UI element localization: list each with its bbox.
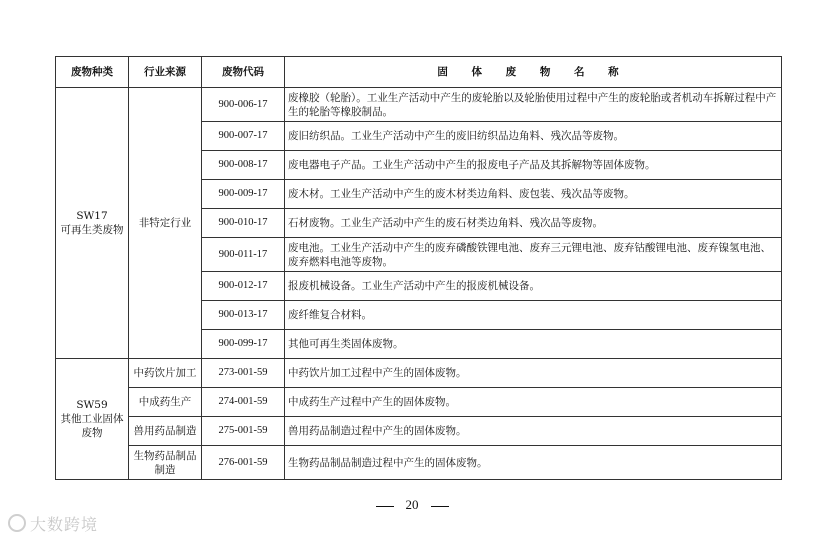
header-category: 废物种类 [56, 57, 129, 88]
table-row [56, 446, 782, 480]
waste-code: 900-099-17 [202, 330, 285, 359]
header-source: 行业来源 [129, 57, 202, 88]
table-row [56, 388, 782, 417]
waste-code: 274-001-59 [202, 388, 285, 417]
table-row [56, 88, 782, 122]
waste-code: 276-001-59 [202, 446, 285, 480]
waste-code: 900-011-17 [202, 238, 285, 272]
waste-code: 900-013-17 [202, 301, 285, 330]
waste-name: 兽用药品制造过程中产生的固体废物。 [285, 417, 782, 446]
waste-name: 其他可再生类固体废物。 [285, 330, 782, 359]
header-row [56, 57, 782, 88]
waste-code: 900-009-17 [202, 180, 285, 209]
source-cell: 中药饮片加工 [129, 359, 202, 388]
waste-code: 275-001-59 [202, 417, 285, 446]
watermark [8, 512, 98, 535]
category-name: 可再生类废物 [60, 224, 124, 236]
table-row [56, 359, 782, 388]
category-cell-sw59 [56, 359, 129, 480]
page-number: 20 [405, 497, 419, 512]
category-cell-sw17 [56, 88, 129, 359]
footer-dash-left [376, 506, 394, 507]
header-code: 废物代码 [202, 57, 285, 88]
watermark-logo-icon [8, 514, 26, 532]
footer-dash-right [431, 506, 449, 507]
waste-code: 900-007-17 [202, 122, 285, 151]
source-cell: 中成药生产 [129, 388, 202, 417]
waste-code: 900-008-17 [202, 151, 285, 180]
waste-code: 900-006-17 [202, 88, 285, 122]
waste-name: 废旧纺织品。工业生产活动中产生的废旧纺织品边角料、残次品等废物。 [285, 122, 782, 151]
waste-name: 生物药品制品制造过程中产生的固体废物。 [285, 446, 782, 480]
waste-name: 石材废物。工业生产活动中产生的废石材类边角料、残次品等废物。 [285, 209, 782, 238]
waste-name: 废纤维复合材料。 [285, 301, 782, 330]
waste-code: 900-010-17 [202, 209, 285, 238]
waste-name: 报废机械设备。工业生产活动中产生的报废机械设备。 [285, 272, 782, 301]
waste-name: 废橡胶（轮胎）。工业生产活动中产生的废轮胎以及轮胎使用过程中产生的废轮胎或者机动车拆解过程中产生的轮胎等橡胶制品。 [285, 88, 782, 122]
waste-name: 废电池。工业生产活动中产生的废弃磷酸铁锂电池、废弃三元锂电池、废弃钴酸锂电池、废弃镍氢电池、废弃燃料电池等废物。 [285, 238, 782, 272]
waste-code: 273-001-59 [202, 359, 285, 388]
page-footer [0, 497, 824, 513]
category-name: 其他工业固体废物 [60, 413, 124, 439]
header-name: 固 体 废 物 名 称 [285, 57, 782, 88]
watermark-text: 大数跨境 [30, 515, 99, 534]
table-row [56, 417, 782, 446]
waste-name: 中成药生产过程中产生的固体废物。 [285, 388, 782, 417]
source-cell: 生物药品制品制造 [129, 446, 202, 480]
waste-name: 废木材。工业生产活动中产生的废木材类边角料、废包装、残次品等废物。 [285, 180, 782, 209]
source-cell: 兽用药品制造 [129, 417, 202, 446]
waste-name: 废电器电子产品。工业生产活动中产生的报废电子产品及其拆解物等固体废物。 [285, 151, 782, 180]
waste-table [55, 56, 782, 480]
waste-code: 900-012-17 [202, 272, 285, 301]
source-cell: 非特定行业 [129, 88, 202, 359]
category-code: SW17 [76, 210, 108, 222]
category-code: SW59 [76, 399, 108, 411]
waste-name: 中药饮片加工过程中产生的固体废物。 [285, 359, 782, 388]
